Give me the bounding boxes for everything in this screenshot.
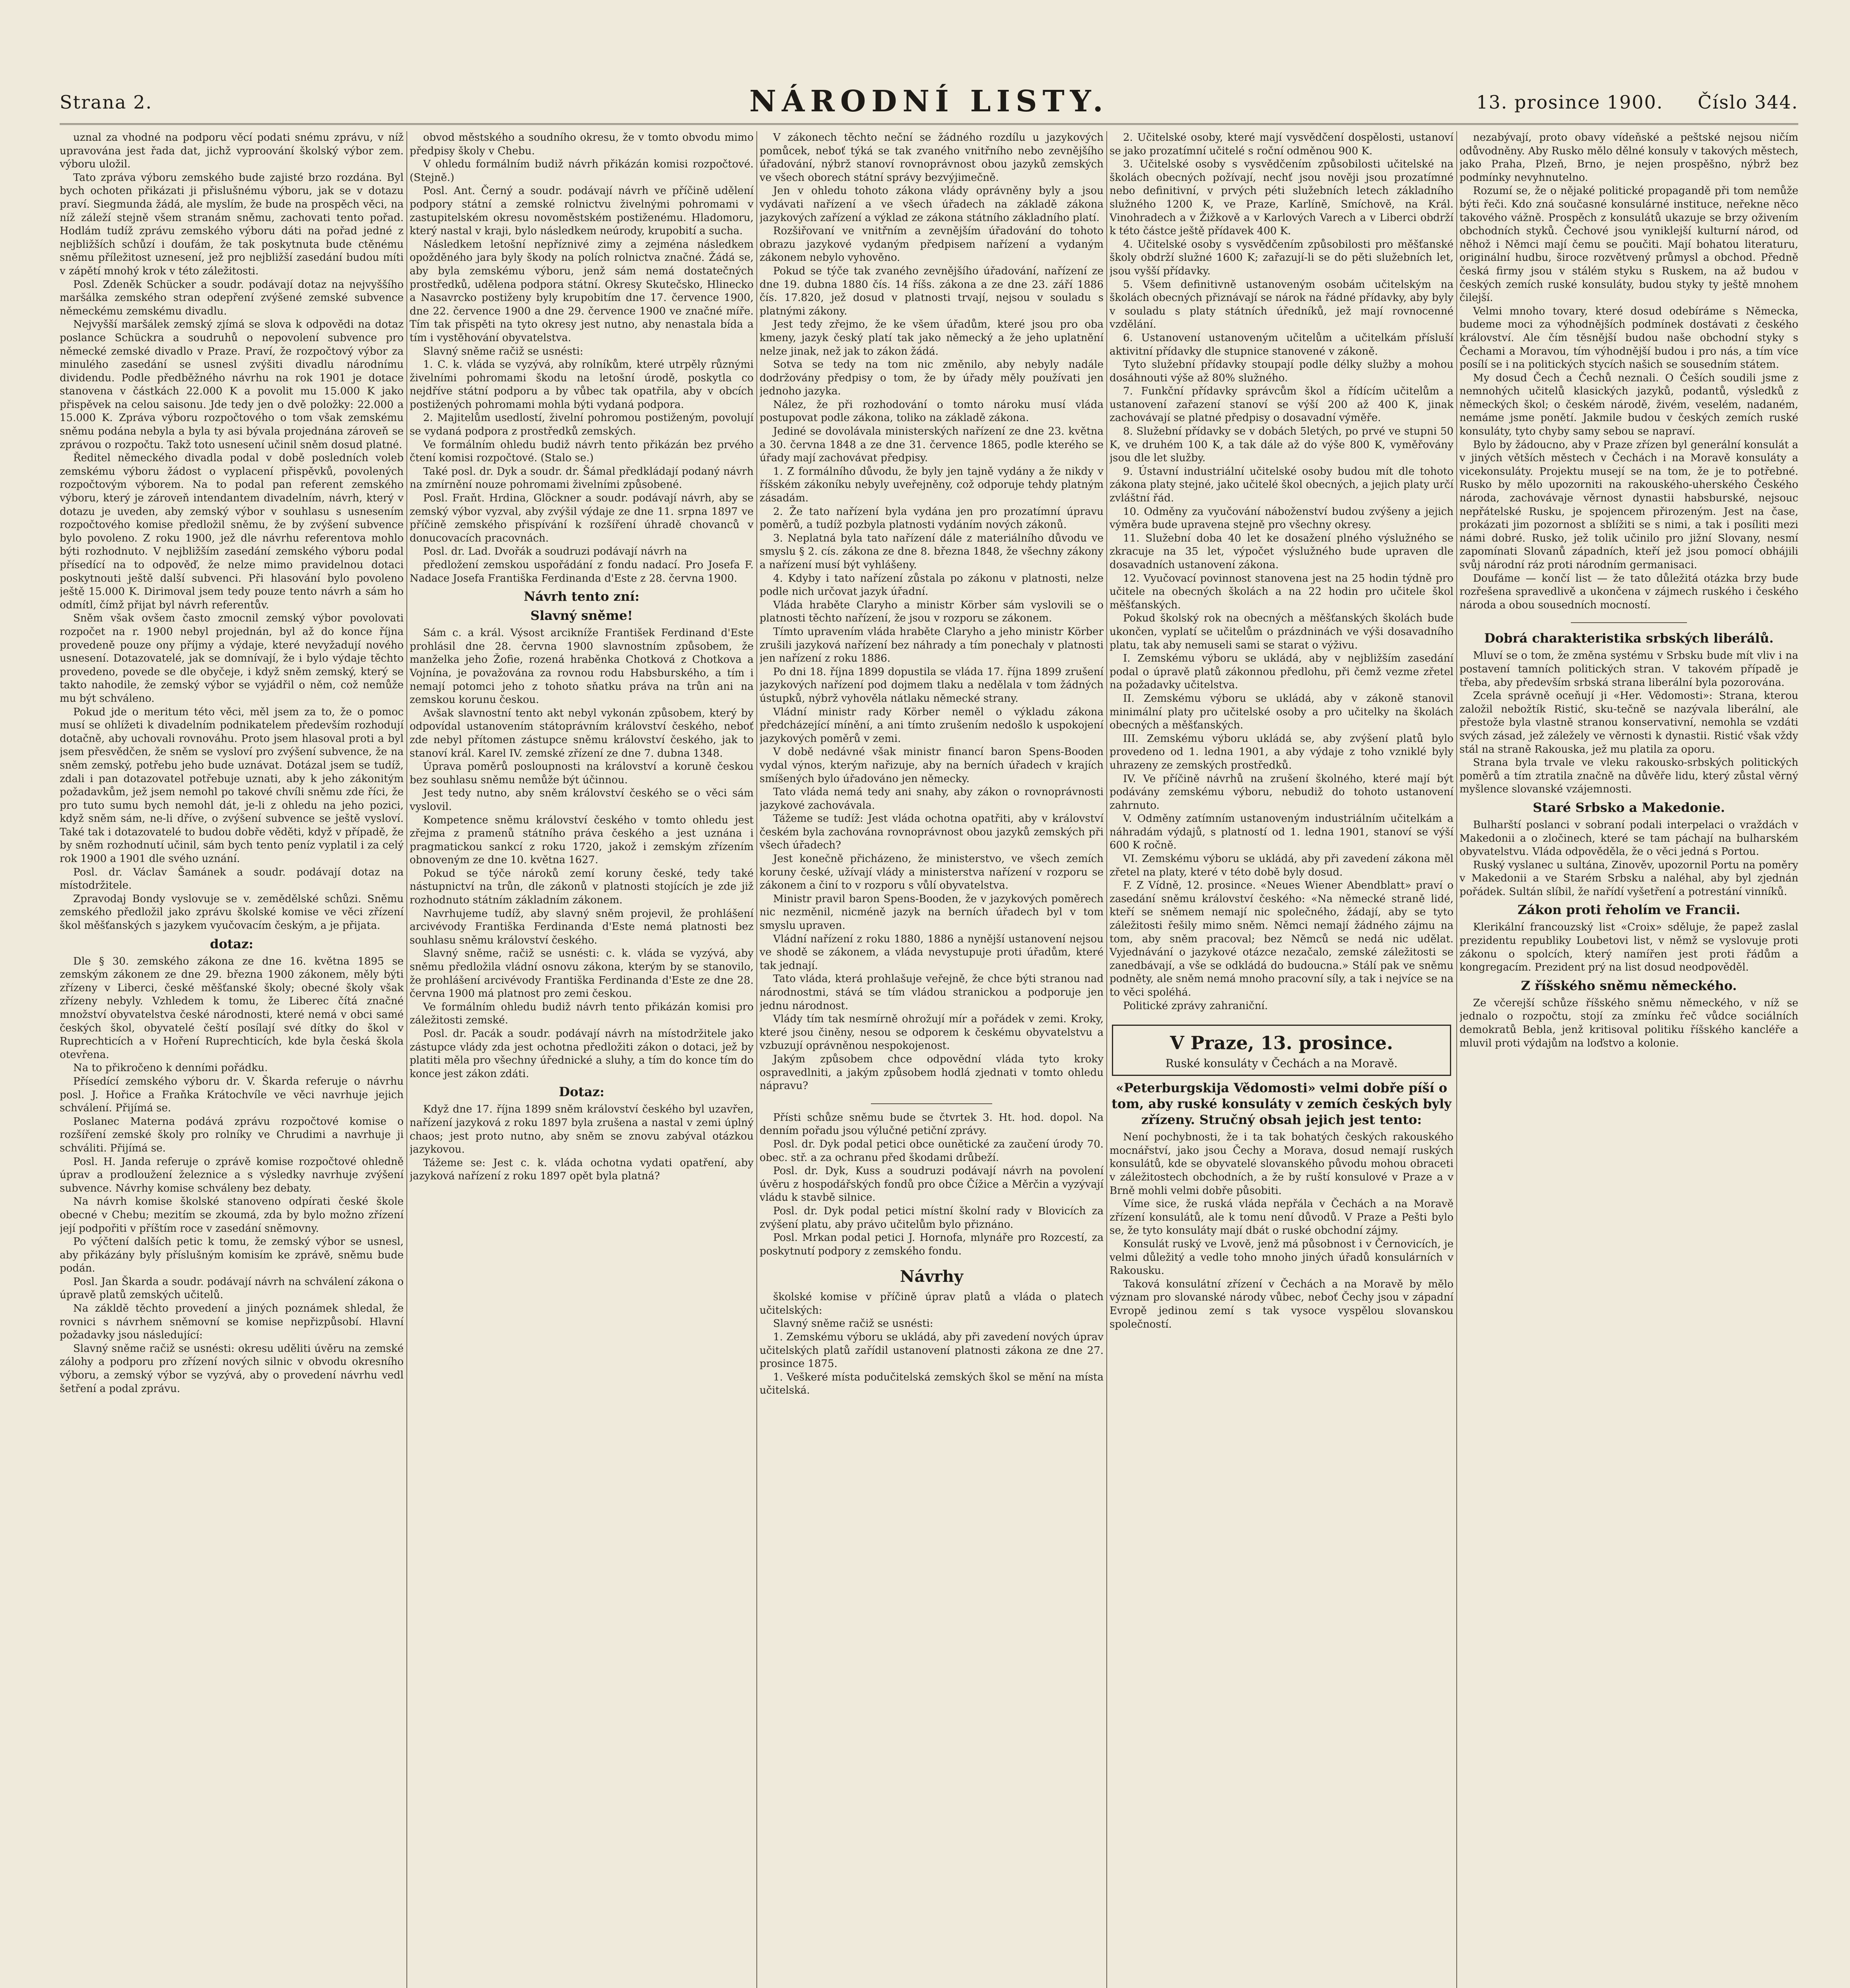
paragraph: Velmi mnoho tovary, které dosud odebíráme s Německa, budeme moci za výhodnějších podmínek dostávati z českého království. Ale čím těsnější budou naše obchodní styky s Čechami a Moravou, tím výhodnější budou i pro nás, a tím více posílí se i na politických stycích našich se sousedním státem.: [1459, 305, 1798, 371]
paragraph: 1. Zemskému výboru se ukládá, aby při zavedení nových úprav učitelských platů zařídil ustanovení platnosti zákona ze dne 27. prosince 1875.: [760, 1331, 1104, 1370]
paragraph: Slavný sněme račiž se usnésti: okresu uděliti úvěru na zemské zálohy a podporu pro zřízení nových silnic v obvodu okresního výboru, a zemský výbor se vyzývá, aby o provedení návrhu vedl šetření a podal zprávu.: [60, 1342, 404, 1395]
paragraph: Jest tedy nutno, aby sněm království českého se o věci sám vyslovil.: [410, 787, 754, 813]
paragraph: 3. Učitelské osoby s vysvědčením způsobilosti učitelské na školách obecných požívají, nechť jsou nověji jsou prozatímné nebo definitivní, v prvých péti služebních letech základního služného 1200 K, ve Praze, Karlíně, Smíchově, na Král. Vinohradech a v Žižkově a v Karlových Varech a v Liberci obdrží k této částce ještě přídavek 400 K.: [1110, 158, 1454, 237]
paragraph: Jen v ohledu tohoto zákona vlády oprávněny byly a jsou vydávati nařízení a ve všech úřadech na základě zákona jazykových zařízení a výklad ze zákona státního základního platí.: [760, 185, 1104, 224]
paragraph: III. Zemskému výboru ukládá se, aby zvýšení platů bylo provedeno od 1. ledna 1901, a aby výdaje z toho vzniklé byly uhrazeny ze zemských prostředků.: [1110, 732, 1454, 771]
paragraph: Víme sice, že ruská vláda nepřála v Čechách a na Moravě zřízení konsulátů, ale k tomu není důvodů. V Praze a Pešti bylo se, že tyto konsuláty mají dbát o ruské obchodní zájmy.: [1110, 1198, 1454, 1237]
paragraph: Tato zpráva výboru zemského bude zajisté brzo rozdána. Byl bych ochoten přikázati ji přislušnému výboru, jak se v dotazu praví. Siegmunda žádá, ale myslím, že bude na prospěch věci, na níž záleží stejně všem stranám sněmu, zachovati tento pořad. Hodlám tudíž zprávu zemského výboru dáti na pořad jedné z nejbližších schůzí i doufám, že tak poskytnuta bude ctěnému sněmu příležitost uznesení, jež pro nejbližší zasedání budou míti v zápětí mnohý krok v této záležitosti.: [60, 171, 404, 277]
paragraph: Sám c. a král. Výsost arcikníže František Ferdinand d'Este prohlásil dne 28. června 1900 slavnostním způsobem, že manželka jeho Žofie, rozená hraběnka Chotková z Chotkova a Vojnína, je považována za rovnou rodu Habsburského, a tím i nemají potomci jeho z tohoto sňatku práva na trůn ani na zemskou korunu českou.: [410, 627, 754, 706]
section-subhead: Dobrá charakteristika srbských liberálů.: [1484, 631, 1774, 646]
section-heading: Návrhy: [900, 1267, 964, 1286]
section-separator: [871, 1103, 992, 1104]
section-subhead: Slavný sněme!: [530, 608, 633, 623]
section-subhead: Návrh tento zní:: [524, 589, 639, 604]
paragraph: Pokud se týče tak zvaného zevnějšího úřadování, nařízení ze dne 19. dubna 1880 čís. 14 říšs. zákona a ze dne 23. září 1886 čís. 17.820, jež dosud v platnosti trvají, nejsou v souladu s platnými zákony.: [760, 265, 1104, 317]
paragraph: Rozšiřovaní ve vnitřním a zevnějším úřadování do tohoto obrazu jazykové vydaným předpisem nařízení a vydaným zákonem nebylo vyhověno.: [760, 225, 1104, 264]
columns: [60, 131, 1798, 1988]
paragraph: 10. Odměny za vyučování náboženství budou zvýšeny a jejich výměra bude upravena stejně pro všechny okresy.: [1110, 505, 1454, 531]
paragraph: Posl. Fraňt. Hrdina, Glöckner a soudr. podávají návrh, aby se zemský výbor vyzval, aby zvýšil výdaje ze dne 11. srpna 1897 ve příčině zemského přispívání k rozšíření úhradě chovanců v donucovacích pracovnách.: [410, 492, 754, 544]
paragraph: Jakým způsobem chce odpovědní vláda tyto kroky ospravedlniti, a jakým způsobem hodlá zjednati v tomto ohledu nápravu?: [760, 1053, 1104, 1092]
paragraph: Ve formálním ohledu budiž návrh tento přikázán komisi pro záležitosti zemské.: [410, 1001, 754, 1027]
paragraph: Ministr pravil baron Spens-Booden, že v jazykových poměrech nic nezměnil, nicméně jazyk na berních úřadech byl v tom smyslu upraven.: [760, 893, 1104, 932]
paragraph: Bulharští poslanci v sobraní podali interpelaci o vraždách v Makedonii a o zločinech, které se tam páchají na bulharském obyvatelstvu. Vláda odpověděla, že o věci jedná s Portou.: [1459, 819, 1798, 858]
paragraph: Posl. Zdeněk Schücker a soudr. podávají dotaz na nejvyššího maršálka zemského stran odepření zvýšené zemské subvence německému zemskému divadlu.: [60, 278, 404, 317]
paragraph: Posl. dr. Dyk podal petici obce ounětické za zaučení úrody 70. obec. stř. a za ochranu před škodami drůbeží.: [760, 1138, 1104, 1164]
paragraph: Na návrh komise školské stanoveno odpírati české škole obecné v Chebu; mezitím se zkoumá, zda by bylo možno zřízení její podpořiti v příštím roce v zasedání sněmovny.: [60, 1196, 404, 1235]
paragraph: předložení zemskou uspořádání z fondu nadací. Pro Josefa F. Nadace Josefa Františka Ferdinanda d'Este z 28. června 1900.: [410, 559, 754, 584]
paragraph: Strana byla trvale ve vleku rakousko-srbských politických poměrů a tím ztratila značně na důvěře lidu, který zůstal věrný myšlence slovanské vzájemnosti.: [1459, 757, 1798, 796]
paragraph: Když dne 17. října 1899 sněm království českého byl uzavřen, nařízení jazyková z roku 1897 byla zrušena a nastal v zemi úplný chaos; jest proto nutno, aby sněm se znovu zabýval otázkou jazykovou.: [410, 1103, 754, 1156]
dateline: Ruské konsuláty v Čechách a na Moravě.: [1165, 1057, 1398, 1070]
paragraph: Tážeme se tudíž: Jest vláda ochotna opatřiti, aby v království českém byla zachována rovnoprávnost obou jazyků zemských při všech úřadech?: [760, 813, 1104, 852]
paragraph: Nejvyšší maršálek zemský zjímá se slova k odpovědi na dotaz poslance Schückra a soudruhů o nepovolení subvence pro německé zemské divadlo v Praze. Praví, že rozpočtový výbor za minulého zasedání se usnesl zvýšiti divadlu národnímu dividendu. Podle předběžného návrhu na rok 1901 je dotace stanovena v částkách 22.000 K a povolit mu 15.000 K jako přispěvek na celou saisonu. Jde tedy jen o dvě položky: 22.000 a 15.000 K. Zpráva výboru rozpočtového o tom však zemskému sněmu podána nebyla a byla ty asi bývala projednána zároveň se zprávou o rozpočtu. Takž toto usnesení učinil sněm dosud platné.: [60, 318, 404, 451]
paragraph: 3. Neplatná byla tato nařízení dále z materiálního důvodu ve smyslu § 2. cís. zákona ze dne 8. března 1848, že všechny zákony a nařízení musí být vyhlášeny.: [760, 532, 1104, 571]
paragraph: Posl. dr. Lad. Dvořák a soudruzi podávají návrh na: [423, 546, 687, 558]
paragraph: Posl. H. Janda referuje o zprávě komise rozpočtové ohledně úprav a prodloužení železnice a s výsledky navrhuje zvýšení subvence. Návrhy komise schváleny bez debaty.: [60, 1155, 404, 1194]
paragraph: Po výčtení dalších petic k tomu, že zemský výbor se usnesl, aby přikázány byly příslušným komisím ke zprávě, sněmu bude podán.: [60, 1236, 404, 1275]
paragraph: obvod městského a soudního okresu, že v tomto obvodu mimo předpisy školy v Chebu.: [410, 132, 754, 157]
paragraph: Dle § 30. zemského zákona ze dne 16. května 1895 se zemským zákonem ze dne 29. března 1900 zákonem, měly býti zřízeny v Liberci, české měšťanské školy; obecné školy však zřízeny nebyly. Vzhledem k tomu, že Liberec čítá značné množství obyvatelstva české národnosti, které nemá v obci samé českých škol, obyvatelé čeští posílají své dítky do škol v Ruprechticích a v Hoření Ruprechticích, kde byla česká škola otevřena.: [60, 955, 404, 1061]
paragraph: Vlády tím tak nesmírně ohrožují mír a pořádek v zemi. Kroky, které jsou činěny, nesou se odporem k českému obyvatelstvu a vzbuzují oprávněnou nespokojenost.: [760, 1013, 1104, 1052]
paragraph: Avšak slavnostní tento akt nebyl vykonán způsobem, který by odpovídal ustanovením státoprávním království českého, neboť zde nebyl přítomen zástupce sněmu království českého, jak to stanoví král. Karel IV. zemské zřízení ze dne 7. dubna 1348.: [410, 707, 754, 759]
paragraph: Ředitel německého divadla podal v době posledních voleb zemskému výboru žádost o vyplacení přispěvků, povolených rozpočtovým výborem. Na to podal pan referent zemského výboru, který je zároveň intendantem divadelním, návrh, který v dotazu je uveden, aby zemský výbor v souhlasu s usnesením rozpočtového komise předložil sněmu, že by zvýšení subvence bylo povoleno. Z roku 1900, jež dle návrhu referentova mohlo býti rozhodnuto. V nejbližším zasedání zemského výboru podal přísedící na to odpověď, že nelze mimo pravidelnou dotaci poskytnouti ještě další subvenci. Při hlasování bylo povoleno ještě 15.000 K. Dirimoval jsem tedy pouze tento návrh a sám ho odmítl, čímž přijat byl návrh referentův.: [60, 452, 404, 611]
paragraph: 4. Učitelské osoby s vysvědčením způsobilosti pro měšťanské školy obdrží služné 1600 K; zařazují-li se do pěti služebních let, jsou vyšší přídavky.: [1110, 238, 1454, 277]
paragraph: Sněm však ovšem často zmocnil zemský výbor povolovati rozpočet na r. 1900 nebyl projednán, byl až do konce října provedeně pouze ony příjmy a výdaje, které nevyžadují nového usnesení. Dotazovatelé, jak se domnívají, že i bylo výdaje těchto provedeno, povede se dle obyčeje, i když sněm zemský, který se takto nahodile, že zemský výbor se vyjádřil o něm, což nemůže mu být schváleno.: [60, 612, 404, 705]
paragraph: 2. Učitelské osoby, které mají vysvědčení dospělosti, ustanoví se jako prozatímní učitelé s roční odměnou 900 K.: [1110, 132, 1454, 157]
paragraph: Posl. dr. Dyk, Kuss a soudruzi podávají návrh na povolení úvěru z hospodářských fondů pro obce Čížice a Měrčin a vyzývají vládu k stavbě silnice.: [760, 1165, 1104, 1204]
paragraph: Po dni 18. října 1899 dopustila se vláda 17. října 1899 zrušení jazykových nařízení pod dojmem tlaku a nedělala v tom žádných ústupků, nýbrž vyhověla nátlaku německé strany.: [760, 666, 1104, 705]
paragraph: IV. Ve příčině návrhů na zrušení školného, které mají být podávány zemskému výboru, nebudiž do tohoto ustanovení zahrnuto.: [1110, 773, 1454, 812]
paragraph: Na zákldě těchto provedení a jiných poznámek shledal, že rovnici s návrhem sněmovní se komise nepřizpůsobí. Hlavní požadavky jsou následující:: [60, 1303, 404, 1342]
paragraph: Vládní nařízení z roku 1880, 1886 a nynější ustanovení nejsou ve shodě se zákonem, a vláda nevystupuje proti úřadům, které tak jednají.: [760, 933, 1104, 972]
paragraph: Tímto upravením vláda hraběte Claryho a jeho ministr Körber zrušili jazyková nařízení bez náhrady a tím ponechaly v platnosti jen nařízení z roku 1886.: [760, 625, 1104, 665]
paragraph: uznal za vhodné na podporu věcí podati snému zprávu, v níž upravována jest řada dat, jichž vyproování školský výbor zem. výboru uložil.: [60, 132, 404, 171]
column-1: [60, 131, 404, 1988]
paragraph: Úprava poměrů posloupnosti na království a koruně českou bez souhlasu sněmu nemůže být účinnou.: [410, 761, 754, 786]
column-3: [760, 131, 1104, 1988]
paragraph: II. Zemskému výboru se ukládá, aby v zákoně stanovil minimální platy pro učitelské osoby a pro učitelky na školách obecných a měšťanských.: [1110, 692, 1454, 732]
section-heading: V Praze, 13. prosince.: [1170, 1032, 1393, 1054]
paragraph: Vláda hraběte Claryho a ministr Körber sám vyslovili se o platnosti těchto nařízení, že jsou v rozporu se zákonem.: [760, 599, 1104, 625]
section-subhead: Zákon proti řeholím ve Francii.: [1518, 902, 1740, 918]
paragraph: Zpravodaj Bondy vyslovuje se v. zemědělské schůzi. Sněmu zemského předložil jako zprávu školské komise ve věci zřízení škol měšťanských s jazykem vyučovacím českým, a je přijata.: [60, 893, 404, 932]
paragraph: V době nedávné však ministr financí baron Spens-Booden vydal výnos, kterým nařizuje, aby na berních úřadech v krajích smíšených bylo úřadováno jen německy.: [760, 746, 1104, 785]
paragraph: 1. Z formálního důvodu, že byly jen tajně vydány a že nikdy v říšském zákoníku nebyly uveřejněny, což odporuje tehdy platným zásadám.: [760, 465, 1104, 505]
paragraph: 4. Kdyby i tato nařízení zůstala po zákonu v platnosti, nelze podle nich určovat jazyk úřadní.: [760, 572, 1104, 598]
paragraph: Tážeme se: Jest c. k. vláda ochotna vydati opatření, aby jazyková nařízení z roku 1897 opět byla platná?: [410, 1157, 754, 1182]
paragraph: Politické zprávy zahraniční.: [1123, 1000, 1268, 1012]
paragraph: Taková konsulátní zřízení v Čechách a na Moravě by mělo význam pro slovanské národy vůbec, neboť Čechy jsou v západní Evropě jedinou zemí s tak vysoce vyspělou slovanskou společností.: [1110, 1278, 1454, 1330]
paragraph: Pokud jde o meritum této věci, měl jsem za to, že o pomoc musí se ohlížeti k divadelním podnikatelem především rozhodují dotačně, aby uchovali rovnováhu. Proto jsem hlasoval proti a byl jsem přesvědčen, že sněm se vysloví pro zvýšení subvence, že na sněm zemský, potřebu jeho bude uznávat. Dotázal jsem se tudíž, zdali i pan dotazovatel potřebuje uznati, aby k jeho zákonitým požadavkům, jež jsem nemohl po takové chvíli sněmu zde říci, že pro tuto sumu bych nemohl dát, je-li z ohledu na jeho pozici, když sněm sám, ne-li dříve, o zvýšení subvence se ještě vysloví. Také tak i dotazovatelé to budou dobře věděti, když v případě, že by sněm rozhodnutí učinil, sám bych tento peníz vyplatil i za celý rok 1900 a 1901 dle svého uznání.: [60, 706, 404, 865]
paragraph: Posl. dr. Pacák a soudr. podávají návrh na místodržitele jako zástupce vlády zda jest ochotna předložiti zákon o dotaci, jež by platiti měla pro všechny úřednické a sluhy, a tím do konce tím do konce jest zákon zdáti.: [410, 1028, 754, 1080]
paragraph: Posl. dr. Dyk podal petici místní školní rady v Blovicích za zvýšení platu, aby právo učitelům bylo přiznáno.: [760, 1205, 1104, 1231]
paragraph: 1. Veškeré místa podučitelská zemských škol se mění na místa učitelská.: [760, 1371, 1104, 1397]
issue-date: 13. prosince 1900.: [1476, 91, 1663, 113]
paragraph: My dosud Čech a Čechů neznali. O Češích soudili jsme z nemnohých učitelů klasických jazyků, podantů, výsledků z německých škol; o českém národě, živém, veselém, nadaném, nemáme jsme ponětí. Jakmile budou v českých zemích ruské konsuláty, tyto chyby samy sebou se napraví.: [1459, 372, 1798, 438]
paragraph: Poslanec Materna podává zprávu rozpočtové komise o rozšíření zemské školy pro rolníky ve Chrudimi a navrhuje ji schváliti. Přijímá se.: [60, 1115, 404, 1154]
column-2: [410, 131, 754, 1988]
paragraph: Jest konečně přicházeno, že ministerstvo, ve všech zemích koruny české, užívají vlády a ministerstva nařízení v rozporu se zákonem a činí to v rozporu s vůlí obyvatelstva.: [760, 853, 1104, 892]
paragraph: školské komise v příčině úprav platů a vláda o platech učitelských:: [760, 1291, 1104, 1316]
paragraph: Tyto služební přídavky stoupají podle délky služby a mohou dosáhnouti výše až 80% služného.: [1110, 359, 1454, 384]
section-subhead: Staré Srbsko a Makedonie.: [1533, 800, 1725, 815]
paragraph: Ve formálním ohledu budiž návrh tento přikázán bez prvého čtení komisi rozpočtové. (Stalo se.): [410, 439, 754, 464]
section-separator: [1571, 622, 1687, 623]
paragraph: Slavný sněme račiž se usnésti:: [423, 345, 583, 357]
newspaper-title: NÁRODNÍ LISTY.: [749, 84, 1109, 118]
paragraph: Pokud školský rok na obecných a měšťanských školách bude ukončen, vyplatí se učitelům o prázdninách ve výši dosavadního platu, tak aby nemuseli sami se starat o výživu.: [1110, 612, 1454, 651]
paragraph: Jest tedy zřejmo, že ke všem úřadům, které jsou pro oba kmeny, jazyk český platí tak jako německý a že jeho uplatnění nelze jinak, než jak to zákon žádá.: [760, 318, 1104, 357]
paragraph: Rozumí se, že o nějaké politické propagandě při tom nemůže býti řeči. Kdo zná současné konsulárné instituce, neřekne něco takového vážně. Prospěch z konsulátů ukazuje se brzy oživením obchodních styků. Čechové jsou vyniklejší kulturní národ, od něhož i Němci mají čemu se poučiti. Mají bohatou literaturu, originální hudbu, široce rozvětvený průmysl a obchod. Předně česká firmy jsou v stálém styku s Ruskem, na až budou v českých zemích ruské konsuláty, budou styky ty ještě mnohem čilejší.: [1459, 185, 1798, 304]
paragraph: Tato vláda nemá tedy ani snahy, aby zákon o rovnoprávnosti jazykové zachovávala.: [760, 786, 1104, 812]
paragraph: 9. Ústavní industriální učitelské osoby budou mít dle tohoto zákona platy stejné, jako učitelé škol obecných, a jejich platy určí zvláštní řád.: [1110, 465, 1454, 505]
paragraph: 2. Že tato nařízení byla vydána jen pro prozatímní úpravu poměrů, a tudíž pozbyla platnosti vydáním nových zákonů.: [760, 505, 1104, 531]
column-5: [1459, 131, 1798, 1988]
paragraph: Posl. Jan Škarda a soudr. podávají návrh na schválení zákona o úpravě platů zemských učitelů.: [60, 1276, 404, 1301]
paragraph: 7. Funkční přídavky správcům škol a řídícím učitelům a ustanovení zařazení stanoví se výší 200 až 400 K, jinak zachovávají se platné předpisy o dosavadní výměře.: [1110, 385, 1454, 424]
paragraph: Jediné se dovolávala ministerských nařízení ze dne 23. května a 30. června 1848 a ze dne 31. července 1865, podle kterého se úřady mají zachovávat předpisy.: [760, 425, 1104, 464]
paragraph: Doufáme — končí list — že tato důležitá otázka brzy bude rozřešena spravedlivě a ukončena v zájmech ruského i českého národa a obou sousedních mocností.: [1459, 572, 1798, 611]
section-subhead: Z říšského sněmu německého.: [1521, 978, 1737, 993]
paragraph: V ohledu formálním budiž návrh přikázán komisi rozpočtové. (Stejně.): [410, 158, 754, 184]
paragraph: Také posl. dr. Dyk a soudr. dr. Šámal předkládají podaný návrh na zmírnění nouze pohromami živelními způsobené.: [410, 465, 754, 491]
paragraph: 12. Vyučovací povinnost stanovena jest na 25 hodin týdně pro učitele na obecných školách a na 22 hodin pro učitele škol měšťanských.: [1110, 572, 1454, 611]
section-subhead: «Peterburgskija Vědomosti» velmi dobře píší o tom, aby ruské konsuláty v zemích českých byly zřízeny. Stručný obsah jejich jest tento:: [1112, 1080, 1452, 1128]
paragraph: Pokud se týče nároků zemí koruny české, tedy také nástupnictví na trůn, dle zákonů v platnosti stojících je zde již rozhodnuto státním základním zákonem.: [410, 867, 754, 907]
paragraph: VI. Zemskému výboru se ukládá, aby při zavedení zákona měl zřetel na platy, které v této době byly dosud.: [1110, 853, 1454, 878]
paragraph: nezabývají, proto obavy vídeňské a peštské nejsou ničím odůvodněny. Aby Rusko mělo dělné konsuly v takových městech, jako Praha, Plzeň, Brno, je nejen prospěšno, nýbrž bez podmínky nevyhnutelno.: [1459, 132, 1798, 184]
paragraph: Tato vláda, která prohlašuje veřejně, že chce býti stranou nad národnostmi, stává se tím vládou stranickou a podporuje jen jednu národnost.: [760, 973, 1104, 1012]
paragraph: 11. Služební doba 40 let ke dosažení plného výslužného se zkracuje na 35 let, výpočet výslužného bude upraven dle dosavadních ustanovení zákona.: [1110, 532, 1454, 571]
paragraph: 6. Ustanovení ustanoveným učitelům a učitelkám přísluší aktivitní přídavky dle stupnice stanovené v zákoně.: [1110, 332, 1454, 357]
paragraph: Ze včerejší schůze říšského sněmu německého, v níž se jednalo o rozpočtu, stojí za zmínku řeč vůdce sociálních demokratů Bebla, jenž kritisoval politiku říšského kancléře a mluvil proti výdajům na loďstvo a kolonie.: [1459, 997, 1798, 1049]
paragraph: Přísti schůze sněmu bude se čtvrtek 3. Ht. hod. dopol. Na denním pořadu jsou výlučné petiční zprávy.: [760, 1111, 1104, 1137]
paragraph: Není pochybnosti, že i ta tak bohatých českých rakouského mocnářství, jako jsou Čechy a Morava, dosud nemají ruských konsulátů, kde se obyvatelé slovanského původu mohou obraceti v záležitostech obchodních, a že by ruští konsulové v Praze a v Brně mohli velmi dobře působiti.: [1110, 1131, 1454, 1197]
paragraph: Klerikální francouzský list «Croix» sděluje, že papež zaslal prezidentu republiky Loubetovi list, v němž se vyslovuje proti zákonu o spolcích, který namířen jest proti řádům a kongregacím. Prezident prý na list dosud neodpověděl.: [1459, 921, 1798, 974]
masthead: [60, 80, 1798, 125]
paragraph: Vládní ministr rady Körber neměl o výkladu zákona předcházející mínění, a ani tímto zrušením nedošlo k uspokojení jazykových poměrů v zemi.: [760, 706, 1104, 745]
paragraph: Kompetence sněmu království českého v tomto ohledu jest zřejma z pramenů státního práva českého a jest uznána i pragmatickou sankcí z roku 1720, jakož i zemským zřízením obnoveným ze dne 10. května 1627.: [410, 814, 754, 866]
paragraph: 2. Majitelům usedlostí, živelní pohromou postiženým, povolují se vydaná podpora z prostředků zemských.: [410, 412, 754, 438]
paragraph: Bylo by žádoucno, aby v Praze zřízen byl generální konsulát a v jiných větších městech v Čechách i na Moravě konsuláty a vicekonsuláty. Projektu musejí se na tom, že je to potřebné. Rusko by mělo upozorniti na rakouského-uherského Českého národa, zachovávaje věrnost dynastii habsburské, nejsouc nepřátelské Rusku, je spojencem přirozeným. Jest na čase, prokázati jim pozornost a sblížiti se s nimi, a tak i posíliti mezi námi dobré. Rusko, jež tolik učinilo pro jižní Slovany, nesmí zapomínati Slovanů západních, kteří jež jsou pomocí obhájili svůj národní ráz proti národním germanisaci.: [1459, 439, 1798, 571]
paragraph: Ruský vyslanec u sultána, Zinověv, upozornil Portu na poměry v Makedonii a ve Starém Srbsku a naléhal, aby byl zjednán pořádek. Sultán slíbil, že nařídí vyšetření a potrestání vinníků.: [1459, 859, 1798, 898]
paragraph: Na to přikročeno k denními pořádku.: [73, 1062, 268, 1074]
paragraph: V zákonech těchto neční se žádného rozdílu u jazykových pomůcek, neboť týká se tak zvaného vnitřního nebo zevnějšího úřadování, nýbrž stanoví rovnoprávnost obou jazyků zemských ve všech oborech státní správy bezvýjimečně.: [760, 132, 1104, 184]
foreign-news-box: [1112, 1025, 1451, 1076]
paragraph: 5. Všem definitivně ustanoveným osobám učitelským na školách obecných přiznávají se nárok na řádné přídavky, aby byly v souladu s platy státních úředníků, jež mají rovnocenné vzdělání.: [1110, 278, 1454, 331]
issue-number: Číslo 344.: [1698, 91, 1798, 113]
paragraph: Slavný sněme, račiž se usnésti: c. k. vláda se vyzývá, aby sněmu předložila vládní osnovu zákona, kterým by se stanovilo, že prohlášení arcivévody Františka Ferdinanda d'Este ze dne 28. června 1900 má platnost pro zemi českou.: [410, 947, 754, 1000]
paragraph: Posl. dr. Václav Šamánek a soudr. podávají dotaz na místodržitele.: [60, 866, 404, 892]
section-subhead: Dotaz:: [559, 1084, 604, 1100]
paragraph: 8. Služební přídavky se v dobách 5letých, po prvé ve stupni 50 K, ve druhém 100 K, a tak dále až do výše 800 K, vyměřovány jsou dle let služby.: [1110, 425, 1454, 464]
paragraph: Slavný sněme račiž se usnésti:: [773, 1318, 933, 1330]
paragraph: 1. C. k. vláda se vyzývá, aby rolníkům, které utrpěly různými živelními pohromami škodu na letošní úrodě, poskytla co nejdříve státní podporu a by vůbec tak opatřila, aby v obcích postižených pohromami mohla býti vydaná podpora.: [410, 359, 754, 411]
paragraph: F. Z Vídně, 12. prosince. «Neues Wiener Abendblatt» praví o zasedání sněmu království českého: «Na německé straně lidé, kteří se sněmem nemají nic společného, žádají, aby se tyto záležitosti řešily mimo sněm. Němci nemají žádného zájmu na tom, aby sněm pracoval; bez Němců se nedá nic udělat. Vyjednávání o jazykové otázce nezačalo, zemské záležitosti se zanedbávají, a vše se odkládá do budoucna.» Stálí pak ve sněmu podněty, ale sněm nemá mnoho pracovní síly, a tak i nejvíce se na to věci spoléhá.: [1110, 879, 1454, 998]
paragraph: Zcela správně oceňují ji «Her. Vědomosti»: Strana, kterou založil nebožtík Ristić, sku-tečně se nazývala liberální, ale přestože byla vlastně stranou konservativní, nemohla se vzdáti svých zásad, jež záležely ve věrnosti k dynastii. Ristić však vždy stál na straně Rakouska, jež mu platila za oporu.: [1459, 690, 1798, 755]
column-4: [1110, 131, 1454, 1988]
paragraph: Sotva se tedy na tom nic změnilo, aby nebyly nadále dodržovány předpisy o tom, že by úřady měly používati jen jednoho jazyka.: [760, 359, 1104, 398]
issue-info: [1448, 91, 1798, 113]
section-subhead: dotaz:: [210, 936, 254, 951]
paragraph: Posl. Ant. Černý a soudr. podávají návrh ve příčině udělení podpory státní a zemské rolnictvu živelnými pohromami v zastupitelském okresu novoměstském postiženému. Hladomoru, který nastal v kraji, bylo následkem neúrody, krupobití a sucha.: [410, 185, 754, 237]
paragraph: I. Zemskému výboru se ukládá, aby v nejbližším zasedání podal o úpravě platů zákonnou předlohu, při čemž vezme zřetel na požadavky učitelstva.: [1110, 652, 1454, 691]
paragraph: Posl. Mrkan podal petici J. Hornofa, mlynáře pro Rozcestí, za poskytnutí podpory z zemského fondu.: [760, 1232, 1104, 1257]
paragraph: Mluví se o tom, že změna systému v Srbsku bude mít vliv i na postavení tamních politických stran. V takovém případě je třeba, aby především srbská strana liberální byla pozorována.: [1459, 650, 1798, 689]
paragraph: V. Odměny zatímním ustanoveným industriálním učitelkám a náhradám výdajů, s platností od 1. ledna 1901, stanoví se výší 600 K ročně.: [1110, 813, 1454, 852]
paragraph: Konsulát ruský ve Lvově, jenž má působnost i v Černovicích, je velmi důležitý a vedle toho mnoho jiných úřadů konsulárních v Rakousku.: [1110, 1238, 1454, 1277]
paragraph: Následkem letošní nepříznivé zimy a zejména následkem opožděného jara byly škody na polích rolnictva značné. Žádá se, aby byla zemskému výboru, jenž sám nemá dostatečných prostředků, udělena podpora státní. Okresy Skutečsko, Hlinecko a Nasavrcko postiženy byly krupobitím dne 17. července 1900, dne 22. července 1900 a dne 29. července 1900 ve značné míře. Tím tak přispěti na tyto okresy jest nutno, aby nenastala bída a tím i vystěhování obyvatelstva.: [410, 238, 754, 344]
paragraph: Nález, že při rozhodování o tomto nároku musí vláda postupovat podle zákona, toliko na základě zákona.: [760, 398, 1104, 424]
paragraph: Navrhujeme tudíž, aby slavný sněm projevil, že prohlášení arcivévody Františka Ferdinanda d'Este nemá platnosti bez souhlasu sněmu království českého.: [410, 907, 754, 946]
page-number: Strana 2.: [60, 91, 152, 113]
paragraph: Přísedící zemského výboru dr. V. Škarda referuje o návrhu posl. J. Hořice a Fraňka Krátochvíle ve věci navrhuje jejich schválení. Přijímá se.: [60, 1075, 404, 1114]
